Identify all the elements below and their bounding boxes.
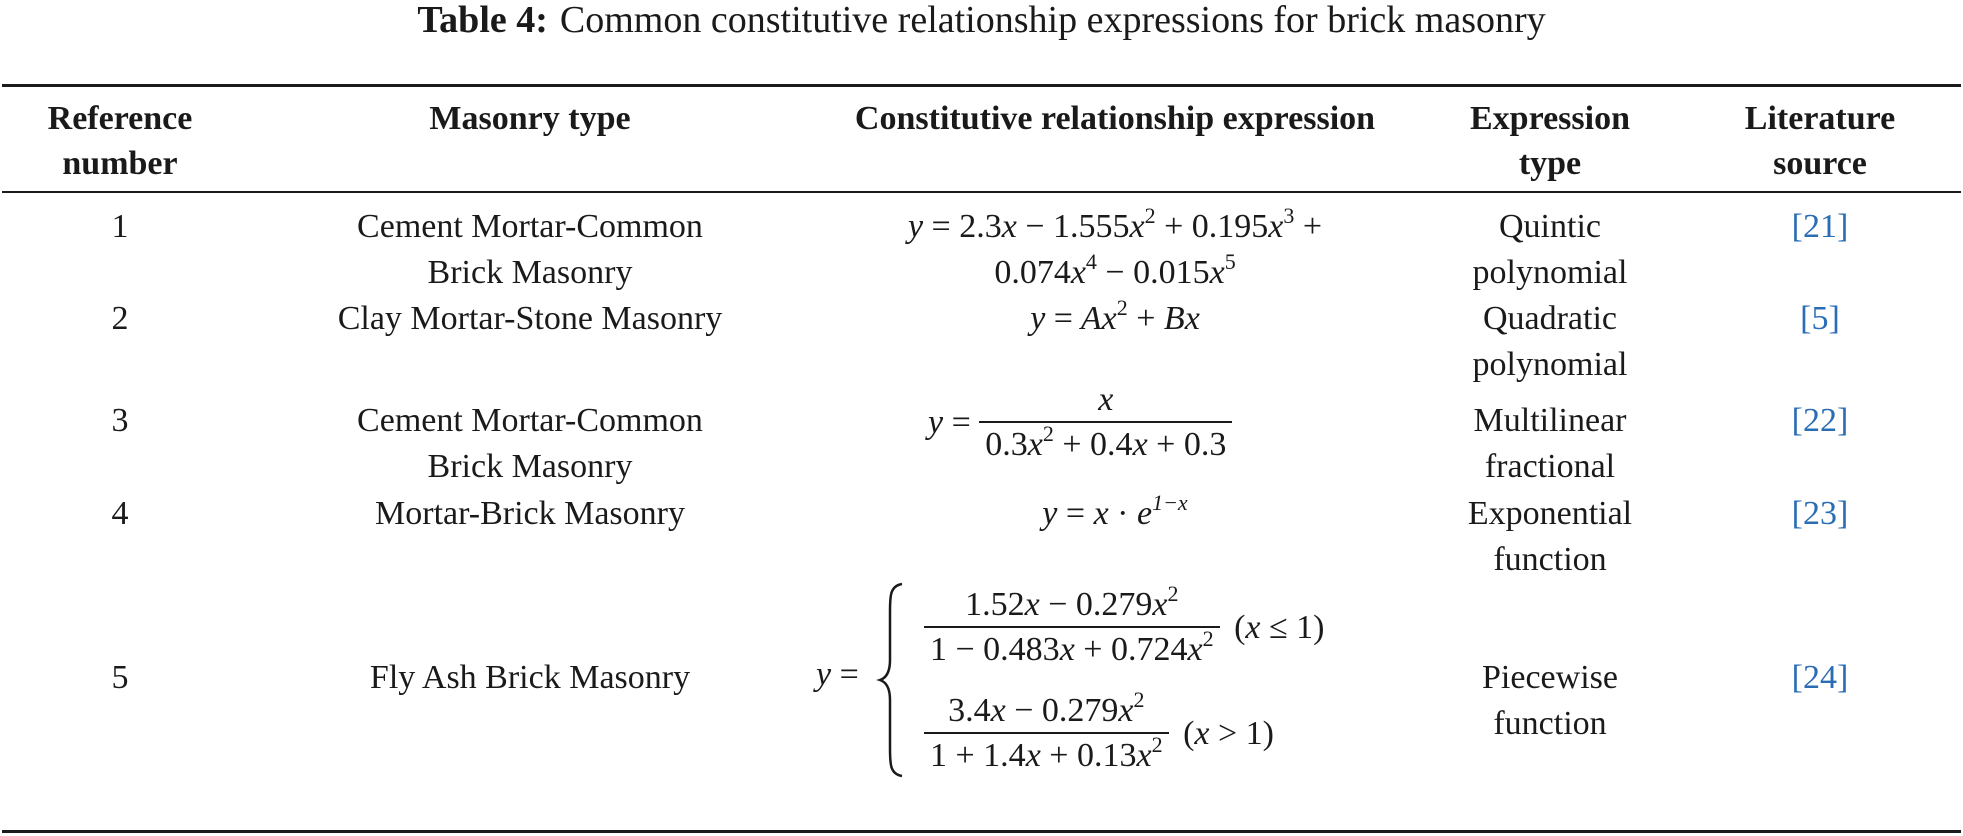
row-5-source-link[interactable]: [24] bbox=[1791, 659, 1849, 696]
caption-text: Common constitutive relationship expressions for brick masonry bbox=[559, 0, 1546, 41]
row-2-masonry: Clay Mortar-Stone Masonry bbox=[337, 300, 723, 337]
row-1-number: 1 bbox=[111, 208, 129, 245]
row-2-expression: $y = Ax^2 + Bx$ bbox=[1030, 295, 1200, 337]
row-3-number: 3 bbox=[111, 402, 129, 439]
row-2-source-link[interactable]: [5] bbox=[1800, 300, 1840, 337]
row-3-source-link[interactable]: [22] bbox=[1791, 402, 1849, 439]
table-caption bbox=[0, 0, 1963, 42]
row-5-expression-lhs: y = bbox=[816, 656, 859, 693]
row-2-type: Quadratic polynomial bbox=[1472, 300, 1628, 383]
row-5-case-2: $\frac{3.4x - 0.279x^2}{1 + 1.4x + 0.13x^2}$ (x > 1) bbox=[924, 690, 1274, 778]
row-4-source-link[interactable]: [23] bbox=[1791, 495, 1849, 532]
row-5-number: 5 bbox=[111, 659, 129, 696]
row-1-type: Quintic polynomial bbox=[1472, 208, 1628, 291]
header-rule bbox=[2, 191, 1961, 193]
row-5-masonry: Fly Ash Brick Masonry bbox=[369, 659, 691, 696]
row-4-masonry: Mortar-Brick Masonry bbox=[375, 495, 685, 532]
row-3-expression: y = $\frac{x}{0.3x^2 + 0.4x + 0.3}$ bbox=[928, 379, 1232, 467]
row-3-masonry: Cement Mortar-Common Brick Masonry bbox=[357, 402, 703, 485]
row-4-number: 4 bbox=[111, 495, 129, 532]
header-expression: Constitutive relationship expression bbox=[854, 100, 1376, 137]
row-1-expression: $y = 2.3x - 1.555x^2 + 0.195x^3$ + $0.074x^4 - 0.015x^5$ bbox=[907, 203, 1323, 291]
header-reference-number: Reference number bbox=[47, 100, 193, 182]
caption-label: Table 4: bbox=[417, 0, 548, 41]
header-masonry-type: Masonry type bbox=[429, 100, 631, 137]
row-1-masonry: Cement Mortar-Common Brick Masonry bbox=[357, 208, 703, 291]
header-literature-source: Literature source bbox=[1744, 100, 1896, 182]
row-2-number: 2 bbox=[111, 300, 129, 337]
row-5-case-1: $\frac{1.52x - 0.279x^2}{1 - 0.483x + 0.724x^2}$ (x ≤ 1) bbox=[924, 584, 1324, 672]
row-3-type: Multilinear fractional bbox=[1473, 402, 1627, 485]
row-5-type: Piecewise function bbox=[1482, 659, 1618, 742]
row-4-expression: $y = x \cdot e^{1-x}$ bbox=[1042, 490, 1188, 532]
row-4-type: Exponential function bbox=[1467, 495, 1633, 578]
row-1-source-link[interactable]: [21] bbox=[1791, 208, 1849, 245]
top-rule bbox=[2, 84, 1961, 87]
header-expression-type: Expression type bbox=[1470, 100, 1630, 182]
bottom-rule bbox=[2, 830, 1961, 833]
left-brace-icon bbox=[876, 580, 910, 780]
